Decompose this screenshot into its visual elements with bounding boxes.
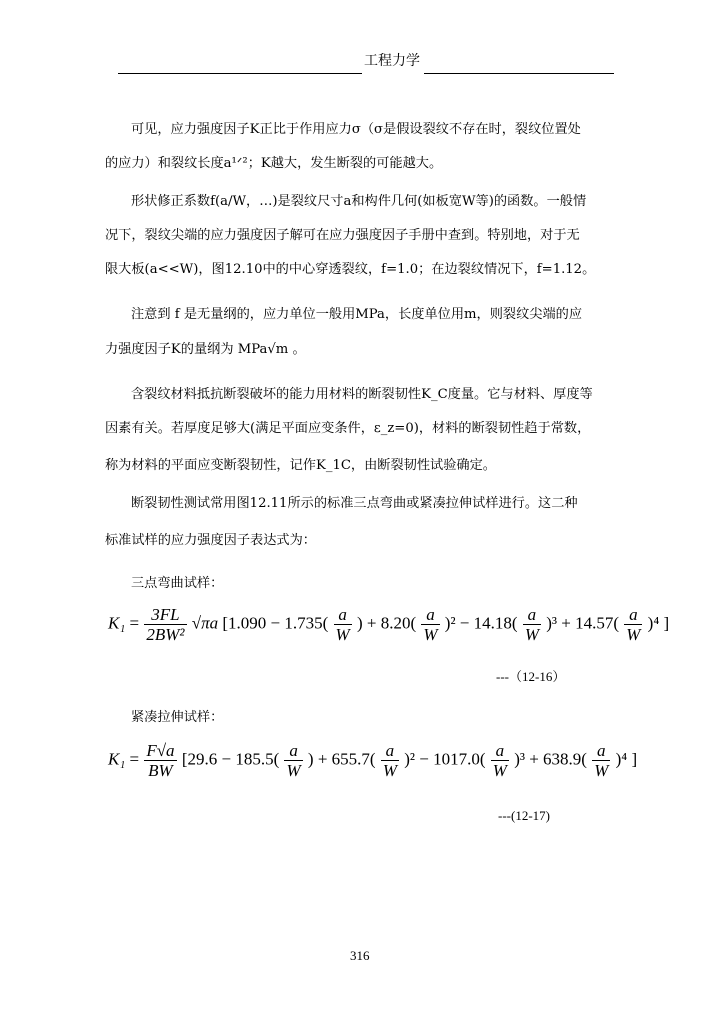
eq1-numerator: 3FL [144,605,186,625]
header-title: 工程力学 [364,53,420,69]
eq1-lhs: K₁ [108,613,126,633]
eq1-a: a [334,605,352,625]
header-rule-right [424,73,614,74]
eq2-term-2: ) + 655.7( [307,749,376,769]
eq2-w: W [594,761,609,780]
paragraph-1-line-1: 可见，应力强度因子K正比于作用应力σ（σ是假设裂纹不存在时，裂纹位置处 [131,122,581,137]
specimen-label-compact-tension: 紧凑拉伸试样： [131,710,224,725]
eq2-lhs: K₁ [108,749,126,769]
eq1-a: a [421,605,439,625]
paragraph-2-line-2: 况下，裂纹尖端的应力强度因子解可在应力强度因子手册中查到。特别地，对于无 [105,228,580,243]
eq2-a: a [284,741,302,761]
eq2-term-1: − 185.5( [221,749,280,769]
equation-number-12-16: ---（12-16） [496,669,566,684]
eq1-w: W [626,625,641,644]
eq2-term-5: )⁴ ] [615,749,638,769]
eq1-a-over-w-1 [334,605,352,644]
paragraph-1-line-2: 的应力）和裂纹长度a¹ᐟ²；K越大，发生断裂的可能越大。 [105,156,443,171]
eq2-a-over-w-4 [592,741,610,780]
eq1-term-1: − 1.735( [270,613,329,633]
eq1-term-4: )³ + 14.57( [546,613,619,633]
paragraph-5-line-2: 标准试样的应力强度因子表达式为： [105,533,316,548]
specimen-label-three-point-bend: 三点弯曲试样： [131,576,224,591]
eq2-a: a [592,741,610,761]
paragraph-3-line-2: 力强度因子K的量纲为 MPa√m 。 [105,342,306,357]
header-rule-left [118,73,362,74]
page-number: 316 [350,948,370,963]
eq1-a-over-w-3 [523,605,541,644]
eq1-w: W [335,625,350,644]
eq1-term-0: [1.090 [222,613,267,633]
eq2-fraction [144,741,176,780]
paragraph-2-line-3: 限大板(a<<W)，图12.10中的中心穿透裂纹，f=1.0；在边裂纹情况下，f=1.12。 [105,262,596,277]
eq1-term-3: )² − 14.18( [444,613,518,633]
paragraph-2-line-1: 形状修正系数f(a/W，…)是裂纹尺寸a和构件几何(如板宽W等)的函数。一般情 [131,194,587,209]
eq2-term-4: )³ + 638.9( [514,749,587,769]
equation-number-12-17: ---(12-17) [498,808,550,823]
eq1-a-over-w-2 [421,605,439,644]
eq2-numerator: F√a [146,741,175,760]
eq2-w: W [382,761,397,780]
eq2-a-over-w-2 [381,741,399,780]
paragraph-4-line-2: 因素有关。若厚度足够大(满足平面应变条件，ε_z=0)，材料的断裂韧性趋于常数， [105,421,591,436]
eq1-a: a [624,605,642,625]
eq2-a-over-w-3 [491,741,509,780]
eq2-w: W [286,761,301,780]
eq2-term-3: )² − 1017.0( [404,749,486,769]
eq1-a-over-w-4 [624,605,642,644]
eq2-equals: = [129,749,140,769]
eq2-denominator: BW [148,761,173,780]
eq2-w: W [492,761,507,780]
eq1-a: a [523,605,541,625]
eq2-a: a [491,741,509,761]
eq1-term-2: ) + 8.20( [356,613,417,633]
equation-12-16 [108,605,669,644]
eq1-term-5: )⁴ ] [647,613,670,633]
page-header [118,50,614,76]
paragraph-4-line-3: 称为材料的平面应变断裂韧性，记作K_1C，由断裂韧性试验确定。 [105,458,496,473]
eq1-denominator: 2BW² [146,625,185,644]
paragraph-3-line-1: 注意到 f 是无量纲的，应力单位一般用MPa，长度单位用m，则裂纹尖端的应 [131,307,583,322]
eq2-a: a [381,741,399,761]
eq2-a-over-w-1 [284,741,302,780]
paragraph-4-line-1: 含裂纹材料抵抗断裂破坏的能力用材料的断裂韧性K_C度量。它与材料、厚度等 [131,387,593,402]
eq1-root: √πa [191,613,219,633]
eq1-fraction [144,605,186,644]
eq2-term-0: [29.6 [181,749,218,769]
eq1-equals: = [129,613,140,633]
eq1-w: W [423,625,438,644]
eq1-w: W [524,625,539,644]
paragraph-5-line-1: 断裂韧性测试常用图12.11所示的标准三点弯曲或紧凑拉伸试样进行。这二种 [131,496,578,511]
equation-12-17 [108,741,637,780]
